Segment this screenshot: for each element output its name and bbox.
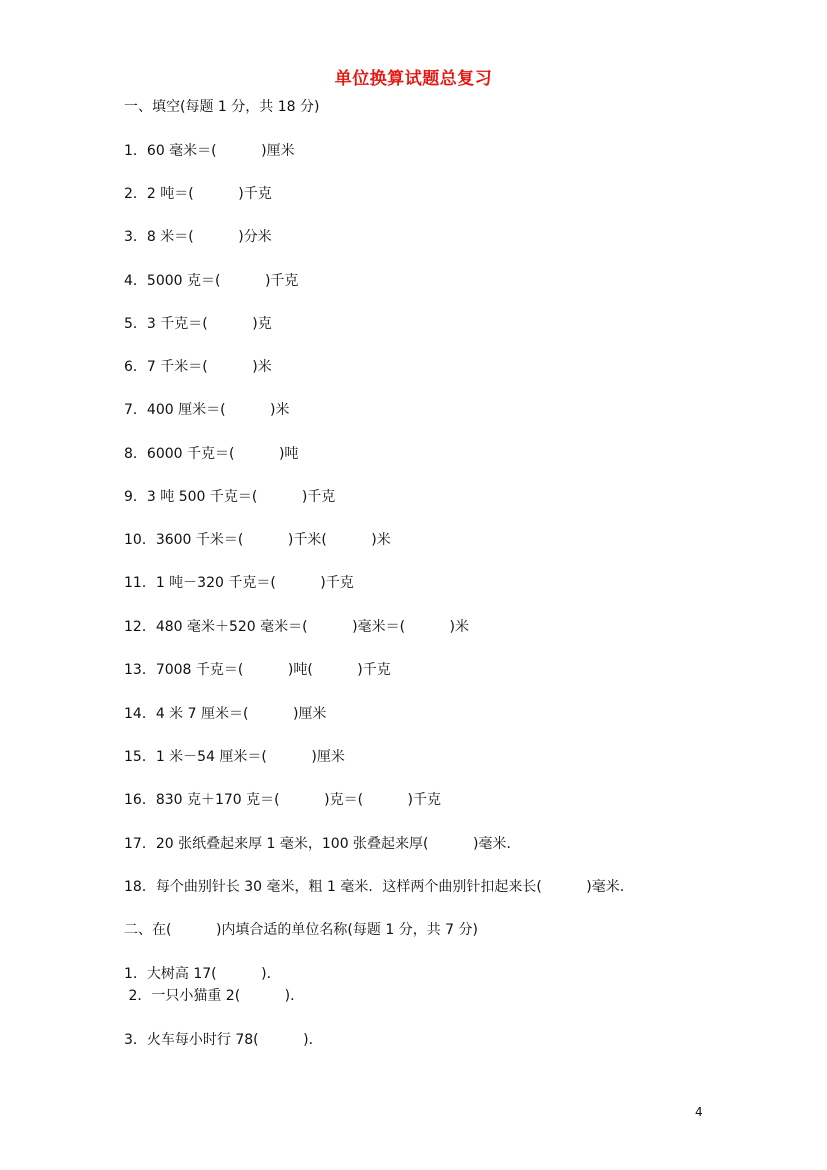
section-2-question-2: 2．一只小猫重 2( )． [124, 988, 305, 1004]
question-9: 9．3 吨 500 千克＝( )千克 [124, 489, 336, 505]
question-7: 7．400 厘米＝( )米 [124, 402, 290, 418]
question-10: 10．3600 千米＝( )千米( )米 [124, 532, 391, 548]
question-17: 17．20 张纸叠起来厚 1 毫米，100 张叠起来厚( )毫米． [124, 836, 521, 852]
question-14: 14．4 米 7 厘米＝( )厘米 [124, 706, 327, 722]
question-15: 15．1 米－54 厘米＝( )厘米 [124, 749, 345, 765]
section-2-question-3: 3．火车每小时行 78( )． [124, 1032, 323, 1048]
section-2-question-1: 1．大树高 17( )． [124, 966, 281, 982]
section-1-heading: 一、填空(每题 1 分，共 18 分) [124, 99, 320, 115]
question-2: 2．2 吨＝( )千克 [124, 186, 272, 202]
question-18: 18．每个曲别针长 30 毫米，粗 1 毫米．这样两个曲别针扣起来长( )毫米． [124, 879, 634, 895]
question-1: 1．60 毫米＝( )厘米 [124, 143, 295, 159]
question-12: 12．480 毫米＋520 毫米＝( )毫米＝( )米 [124, 619, 470, 635]
question-8: 8．6000 千克＝( )吨 [124, 446, 299, 462]
question-3: 3．8 米＝( )分米 [124, 229, 272, 245]
page-number: 4 [695, 1105, 703, 1119]
question-13: 13．7008 千克＝( )吨( )千克 [124, 662, 391, 678]
question-5: 5．3 千克＝( )克 [124, 316, 272, 332]
question-11: 11．1 吨－320 千克＝( )千克 [124, 575, 354, 591]
page-title: 单位换算试题总复习 [334, 69, 493, 89]
question-6: 6．7 千米＝( )米 [124, 359, 272, 375]
section-2-heading: 二、在( )内填合适的单位名称(每题 1 分，共 7 分) [124, 922, 478, 938]
question-16: 16．830 克＋170 克＝( )克＝( )千克 [124, 792, 442, 808]
question-4: 4．5000 克＝( )千克 [124, 273, 299, 289]
